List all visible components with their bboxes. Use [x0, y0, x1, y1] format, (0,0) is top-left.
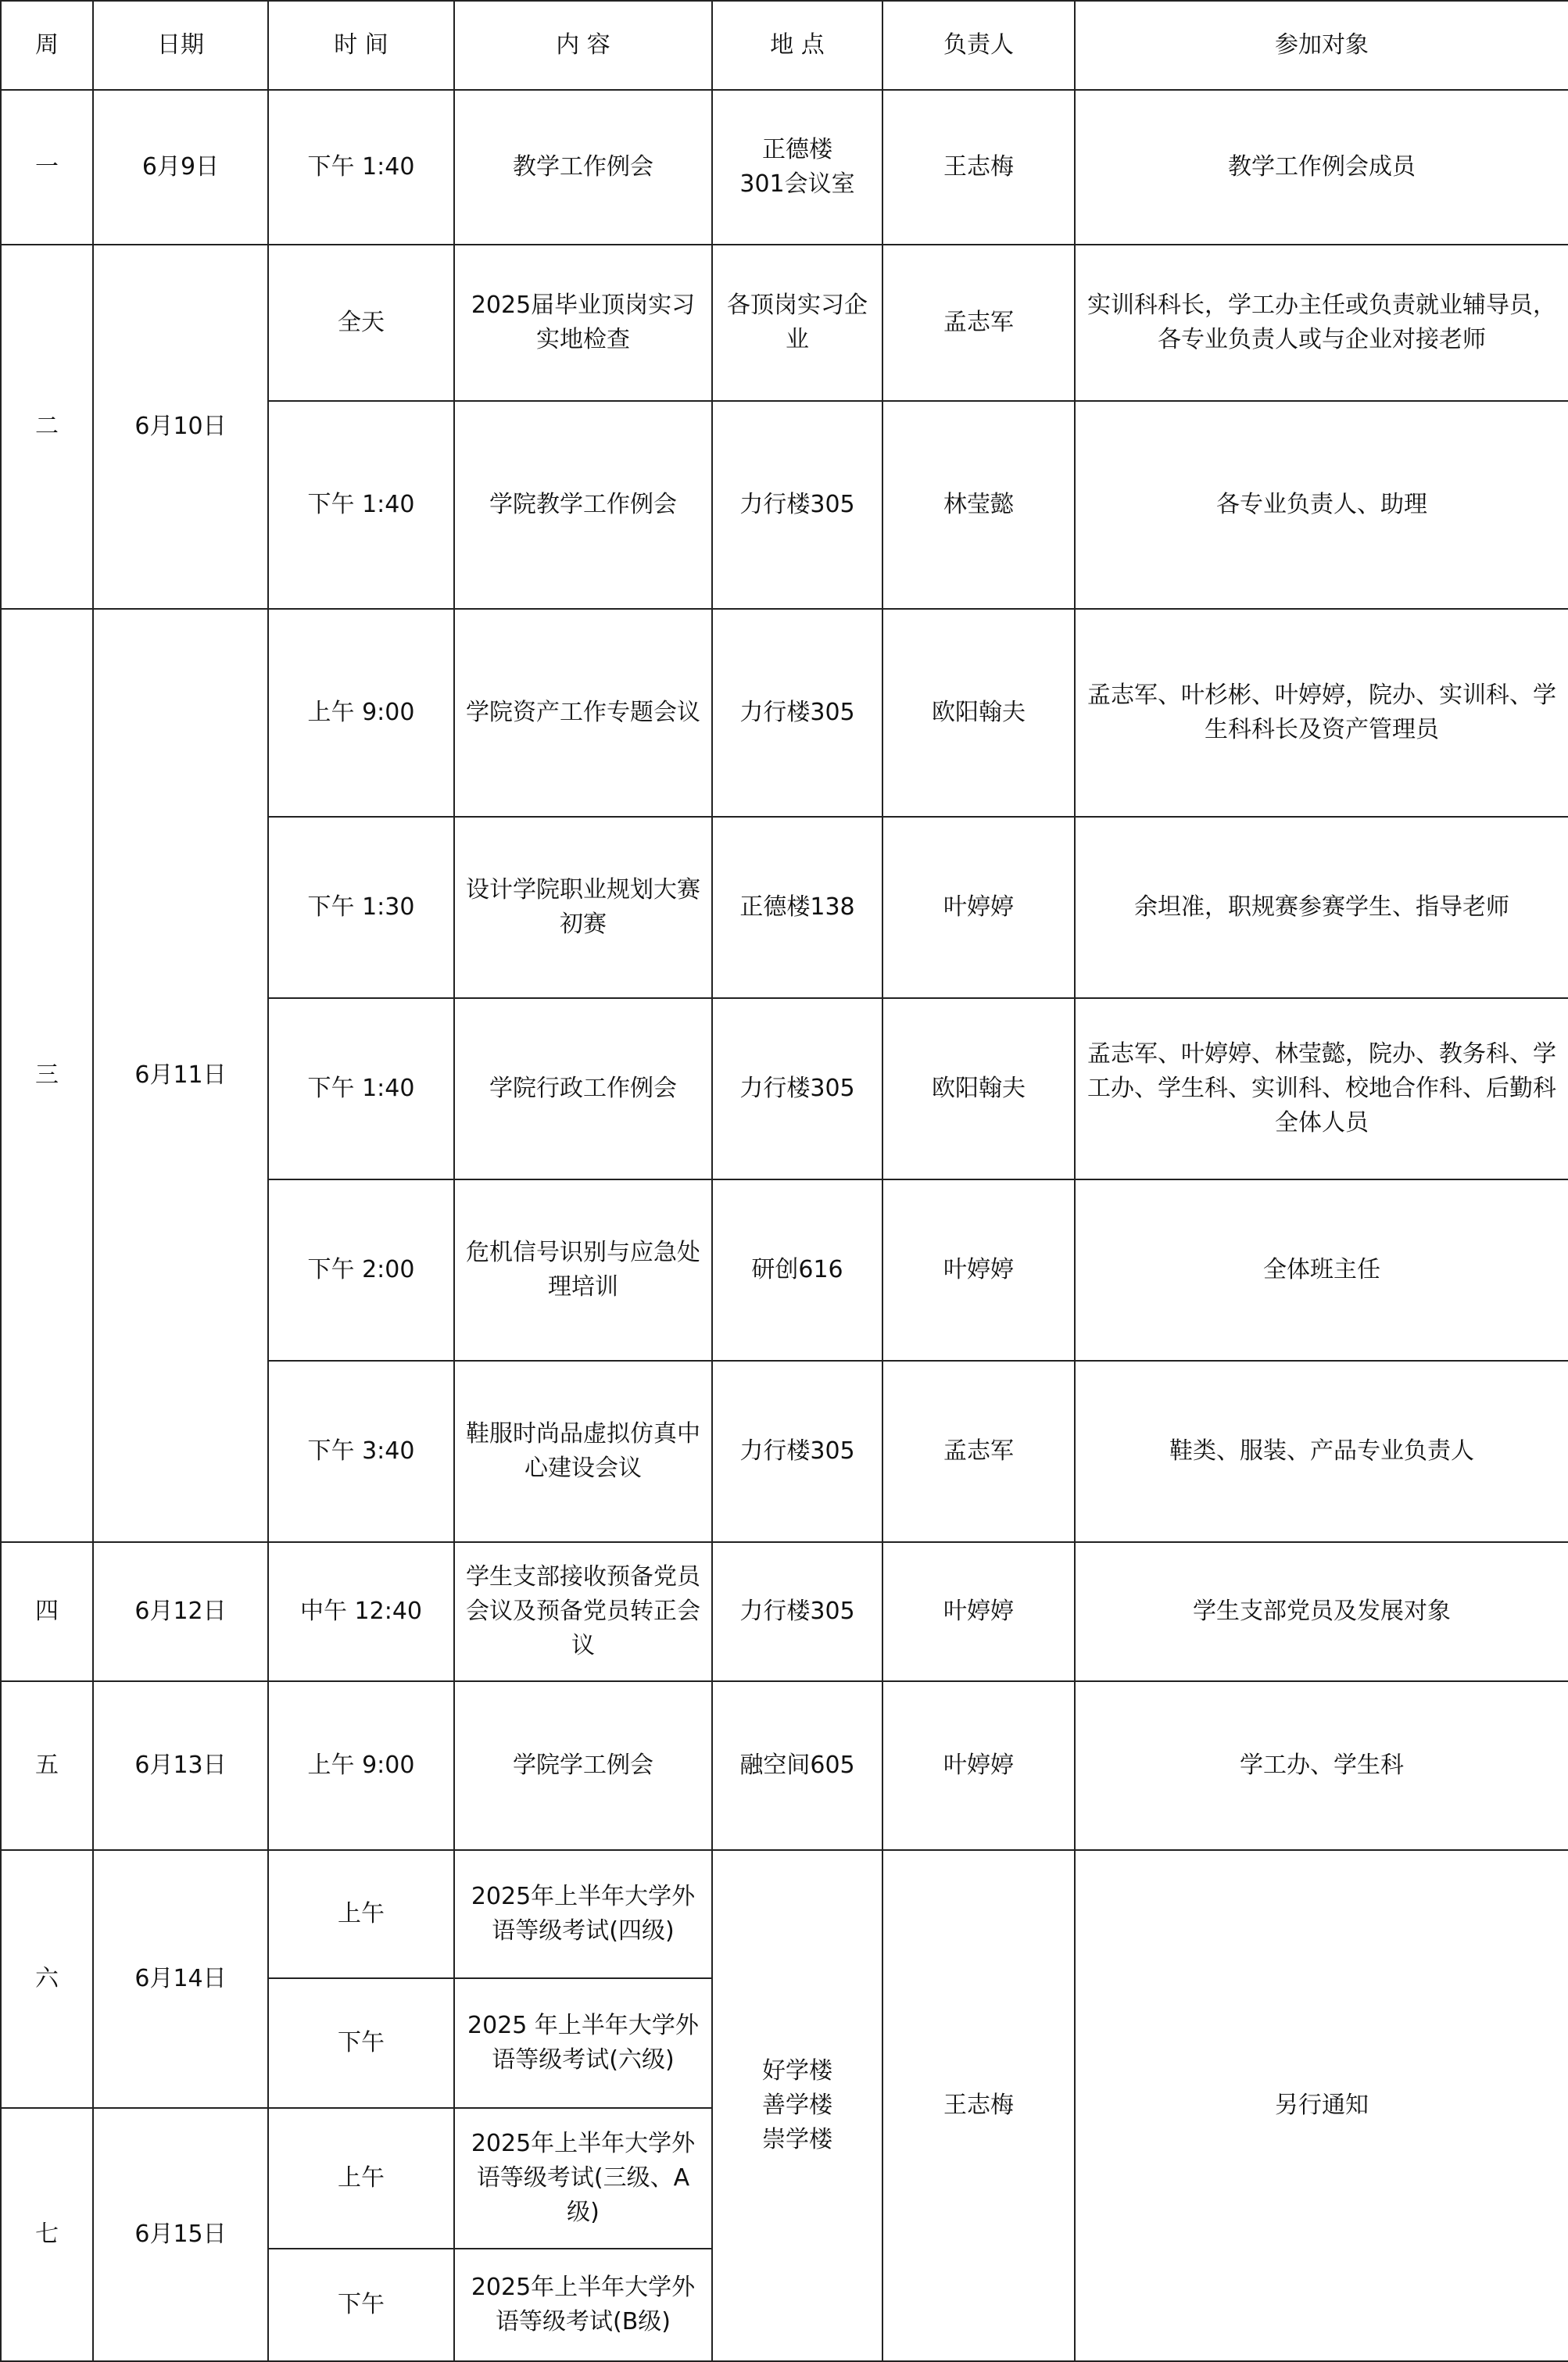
- place-cell: 力行楼305: [712, 1361, 882, 1542]
- time-cell: 下午: [268, 2249, 454, 2361]
- owner-cell: 林莹懿: [882, 401, 1075, 609]
- participants-cell: 全体班主任: [1075, 1179, 1568, 1361]
- time-cell: 上午 9:00: [268, 1681, 454, 1850]
- date-cell: 6月9日: [93, 90, 268, 245]
- place-cell: 力行楼305: [712, 609, 882, 817]
- participants-cell: 实训科科长，学工办主任或负责就业辅导员，各专业负责人或与企业对接老师: [1075, 245, 1568, 401]
- time-cell: 下午 1:40: [268, 998, 454, 1179]
- table-row: [1, 1681, 1568, 1850]
- header-content: 内 容: [454, 1, 712, 90]
- content-cell: 2025年上半年大学外语等级考试(B级): [454, 2249, 712, 2361]
- place-cell: 正德楼 301会议室: [712, 90, 882, 245]
- owner-cell: 叶婷婷: [882, 1542, 1075, 1681]
- header-row: [1, 1, 1568, 90]
- week-cell: 四: [1, 1542, 93, 1681]
- content-cell: 教学工作例会: [454, 90, 712, 245]
- place-cell: 正德楼138: [712, 817, 882, 998]
- place-cell: 力行楼305: [712, 998, 882, 1179]
- owner-cell: 王志梅: [882, 1850, 1075, 2361]
- content-cell: 2025年上半年大学外语等级考试(三级、A级): [454, 2108, 712, 2249]
- participants-cell: 孟志军、叶杉彬、叶婷婷，院办、实训科、学生科科长及资产管理员: [1075, 609, 1568, 817]
- time-cell: 下午 2:00: [268, 1179, 454, 1361]
- owner-cell: 欧阳翰夫: [882, 609, 1075, 817]
- owner-cell: 孟志军: [882, 245, 1075, 401]
- owner-cell: 叶婷婷: [882, 817, 1075, 998]
- content-cell: 设计学院职业规划大赛初赛: [454, 817, 712, 998]
- date-cell: 6月15日: [93, 2108, 268, 2361]
- participants-cell: 另行通知: [1075, 1850, 1568, 2361]
- owner-cell: 叶婷婷: [882, 1681, 1075, 1850]
- time-cell: 上午: [268, 1850, 454, 1978]
- content-cell: 2025年上半年大学外语等级考试(四级): [454, 1850, 712, 1978]
- time-cell: 全天: [268, 245, 454, 401]
- participants-cell: 学工办、学生科: [1075, 1681, 1568, 1850]
- place-cell: 融空间605: [712, 1681, 882, 1850]
- participants-cell: 各专业负责人、助理: [1075, 401, 1568, 609]
- table-row: [1, 90, 1568, 245]
- content-cell: 2025届毕业顶岗实习实地检查: [454, 245, 712, 401]
- content-cell: 学院资产工作专题会议: [454, 609, 712, 817]
- week-cell: 二: [1, 245, 93, 609]
- time-cell: 上午 9:00: [268, 609, 454, 817]
- time-cell: 中午 12:40: [268, 1542, 454, 1681]
- date-cell: 6月10日: [93, 245, 268, 609]
- owner-cell: 欧阳翰夫: [882, 998, 1075, 1179]
- participants-cell: 教学工作例会成员: [1075, 90, 1568, 245]
- place-cell: 好学楼 善学楼 崇学楼: [712, 1850, 882, 2361]
- owner-cell: 孟志军: [882, 1361, 1075, 1542]
- header-owner: 负责人: [882, 1, 1075, 90]
- week-cell: 五: [1, 1681, 93, 1850]
- table-row: [1, 609, 1568, 817]
- week-cell: 一: [1, 90, 93, 245]
- participants-cell: 学生支部党员及发展对象: [1075, 1542, 1568, 1681]
- time-cell: 下午 1:40: [268, 401, 454, 609]
- content-cell: 危机信号识别与应急处理培训: [454, 1179, 712, 1361]
- date-cell: 6月12日: [93, 1542, 268, 1681]
- date-cell: 6月11日: [93, 609, 268, 1542]
- header-date: 日期: [93, 1, 268, 90]
- table-row: [1, 1542, 1568, 1681]
- time-cell: 下午 3:40: [268, 1361, 454, 1542]
- content-cell: 2025 年上半年大学外语等级考试(六级): [454, 1978, 712, 2108]
- header-participants: 参加对象: [1075, 1, 1568, 90]
- time-cell: 下午 1:30: [268, 817, 454, 998]
- content-cell: 鞋服时尚品虚拟仿真中心建设会议: [454, 1361, 712, 1542]
- owner-cell: 王志梅: [882, 90, 1075, 245]
- place-cell: 各顶岗实习企业: [712, 245, 882, 401]
- content-cell: 学生支部接收预备党员会议及预备党员转正会议: [454, 1542, 712, 1681]
- participants-cell: 孟志军、叶婷婷、林莹懿，院办、教务科、学工办、学生科、实训科、校地合作科、后勤科全体人员: [1075, 998, 1568, 1179]
- week-cell: 七: [1, 2108, 93, 2361]
- header-time: 时 间: [268, 1, 454, 90]
- content-cell: 学院教学工作例会: [454, 401, 712, 609]
- week-cell: 三: [1, 609, 93, 1542]
- table-row: [1, 1850, 1568, 1978]
- content-cell: 学院行政工作例会: [454, 998, 712, 1179]
- date-cell: 6月14日: [93, 1850, 268, 2108]
- time-cell: 下午 1:40: [268, 90, 454, 245]
- content-cell: 学院学工例会: [454, 1681, 712, 1850]
- header-week: 周: [1, 1, 93, 90]
- time-cell: 上午: [268, 2108, 454, 2249]
- place-cell: 研创616: [712, 1179, 882, 1361]
- week-cell: 六: [1, 1850, 93, 2108]
- participants-cell: 鞋类、服装、产品专业负责人: [1075, 1361, 1568, 1542]
- place-cell: 力行楼305: [712, 401, 882, 609]
- header-place: 地 点: [712, 1, 882, 90]
- place-cell: 力行楼305: [712, 1542, 882, 1681]
- date-cell: 6月13日: [93, 1681, 268, 1850]
- table-row: [1, 245, 1568, 401]
- time-cell: 下午: [268, 1978, 454, 2108]
- owner-cell: 叶婷婷: [882, 1179, 1075, 1361]
- participants-cell: 余坦准，职规赛参赛学生、指导老师: [1075, 817, 1568, 998]
